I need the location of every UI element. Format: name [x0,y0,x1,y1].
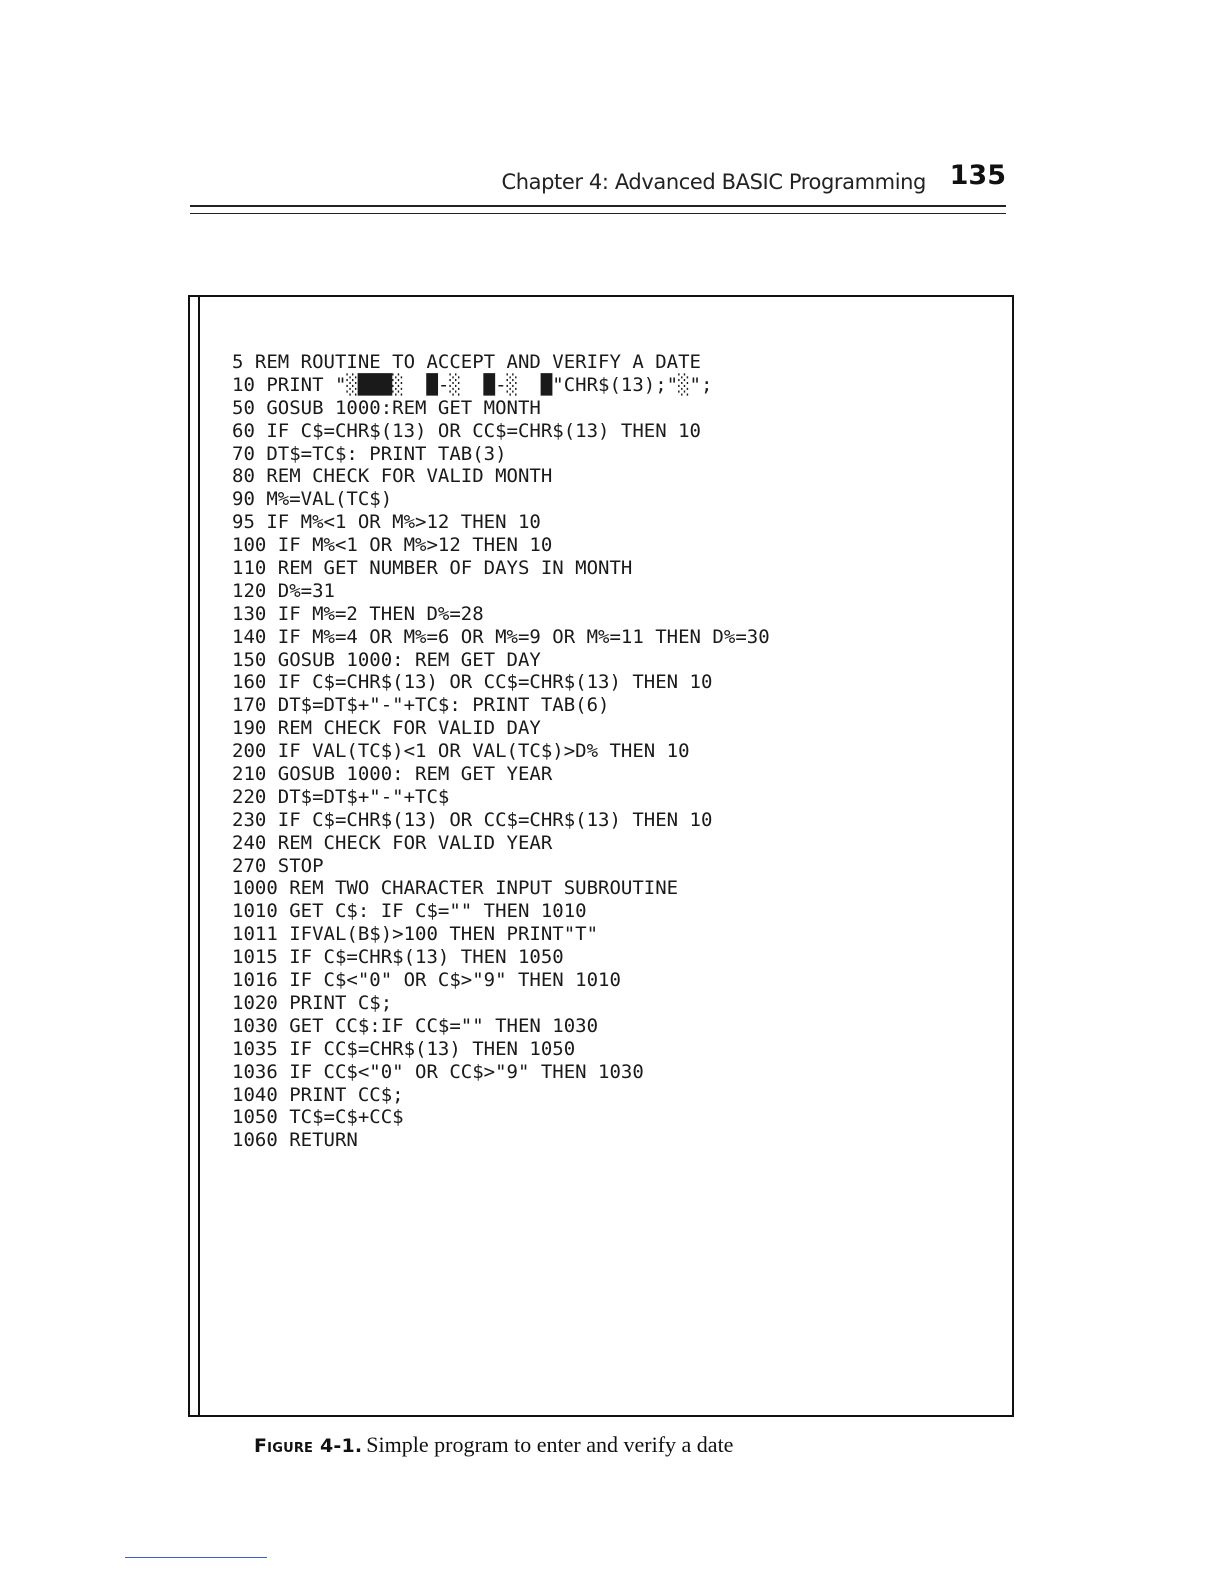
figure-caption-label: Figure 4-1. [254,1435,363,1457]
code-line: 1000 REM TWO CHARACTER INPUT SUBROUTINE [232,877,679,900]
code-line: 10 PRINT "░███░ █-░ █-░ █"CHR$(13);"░"; [232,373,713,396]
code-line: 1030 GET CC$:IF CC$="" THEN 1030 [232,1014,599,1037]
header-rule-bottom [190,213,1006,214]
code-line: 90 M%=VAL(TC$) [232,488,393,511]
code-line: 140 IF M%=4 OR M%=6 OR M%=9 OR M%=11 THEN D%=30 [232,625,770,648]
code-line: 1010 GET C$: IF C$="" THEN 1010 [232,900,587,923]
chapter-title: Chapter 4: Advanced BASIC Programming [501,170,926,194]
code-line: 1060 RETURN [232,1129,358,1152]
code-line: 270 STOP [232,854,324,877]
code-line: 130 IF M%=2 THEN D%=28 [232,602,484,625]
code-line: 50 GOSUB 1000:REM GET MONTH [232,396,541,419]
code-line: 60 IF C$=CHR$(13) OR CC$=CHR$(13) THEN 10 [232,419,701,442]
code-line: 70 DT$=TC$: PRINT TAB(3) [232,442,507,465]
code-line: 190 REM CHECK FOR VALID DAY [232,717,541,740]
code-line: 200 IF VAL(TC$)<1 OR VAL(TC$)>D% THEN 10 [232,740,690,763]
code-line: 1015 IF C$=CHR$(13) THEN 1050 [232,946,564,969]
code-line: 230 IF C$=CHR$(13) OR CC$=CHR$(13) THEN 10 [232,808,713,831]
code-line: 1035 IF CC$=CHR$(13) THEN 1050 [232,1037,576,1060]
code-line: 220 DT$=DT$+"-"+TC$ [232,785,450,808]
code-line: 110 REM GET NUMBER OF DAYS IN MONTH [232,557,633,580]
code-line: 80 REM CHECK FOR VALID MONTH [232,465,553,488]
code-line: 1016 IF C$<"0" OR C$>"9" THEN 1010 [232,969,621,992]
figure-caption-text: Simple program to enter and verify a date [366,1432,734,1457]
figure-frame [188,295,1014,1417]
code-line: 1040 PRINT CC$; [232,1083,404,1106]
header-rule-top [190,205,1006,207]
code-line: 95 IF M%<1 OR M%>12 THEN 10 [232,511,541,534]
code-line: 5 REM ROUTINE TO ACCEPT AND VERIFY A DATE [232,351,701,373]
code-line: 160 IF C$=CHR$(13) OR CC$=CHR$(13) THEN 10 [232,671,713,694]
figure-frame-inner-edge [198,297,200,1415]
code-line: 120 D%=31 [232,579,335,602]
code-line: 1050 TC$=C$+CC$ [232,1106,404,1129]
code-line: 1020 PRINT C$; [232,991,393,1014]
page-footer-line [125,1557,267,1558]
figure-caption [254,1432,733,1458]
code-listing [232,351,770,1152]
code-line: 100 IF M%<1 OR M%>12 THEN 10 [232,534,553,557]
code-line: 150 GOSUB 1000: REM GET DAY [232,648,541,671]
running-head [190,158,1006,194]
code-line: 170 DT$=DT$+"-"+TC$: PRINT TAB(6) [232,694,610,717]
page-number: 135 [949,160,1006,191]
code-line: 240 REM CHECK FOR VALID YEAR [232,831,553,854]
code-line: 210 GOSUB 1000: REM GET YEAR [232,763,553,786]
code-line: 1036 IF CC$<"0" OR CC$>"9" THEN 1030 [232,1060,644,1083]
code-line: 1011 IFVAL(B$)>100 THEN PRINT"T" [232,923,599,946]
